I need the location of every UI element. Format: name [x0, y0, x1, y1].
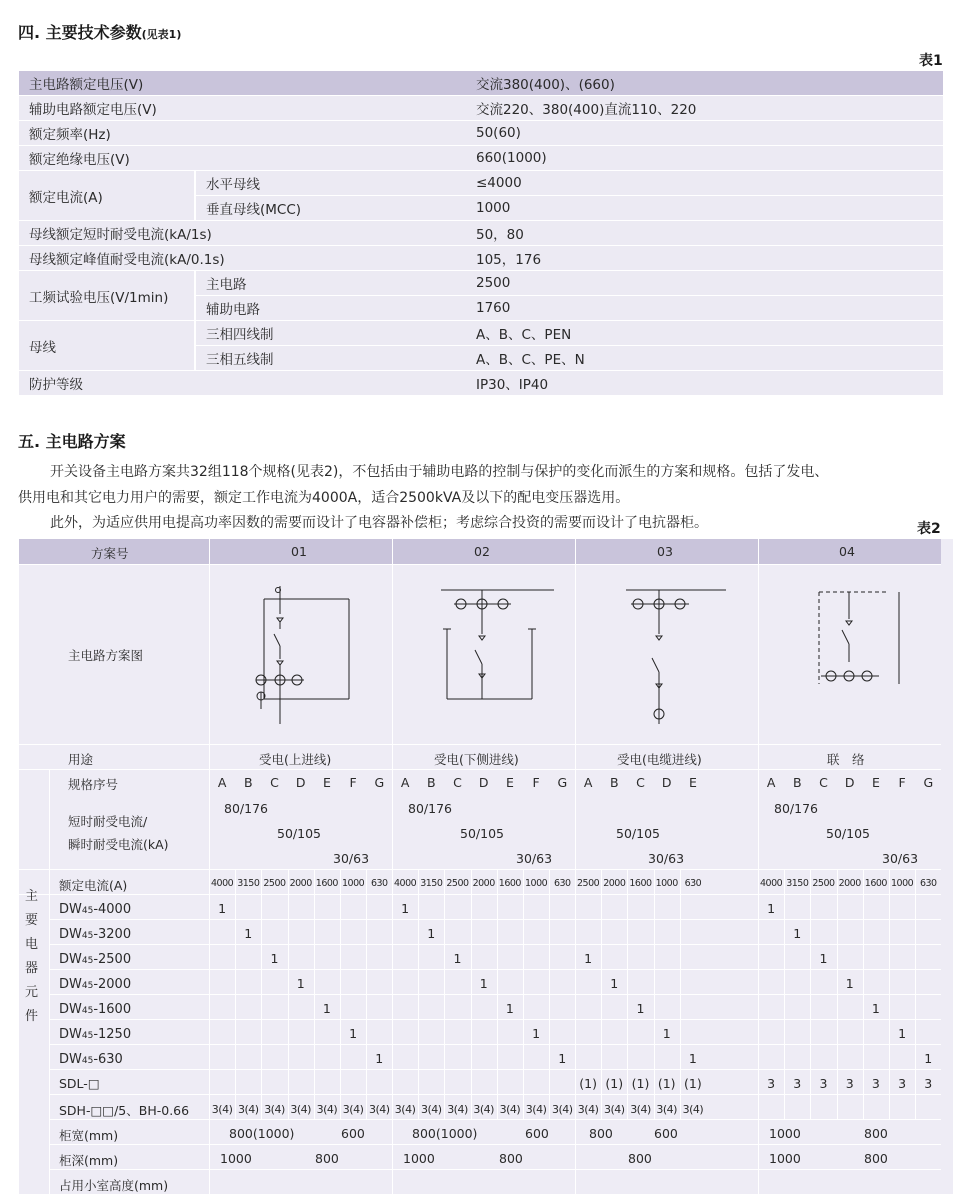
grid-line [444, 869, 445, 1119]
dw-prefix: DW [59, 977, 82, 992]
spec-letter: B [609, 775, 619, 790]
table1-row-value: 交流220、380(400)直流110、220 [466, 96, 943, 121]
table1-row-value: 50(60) [466, 121, 943, 146]
spec-letter: C [453, 775, 462, 790]
sdl-quantity: (1) [657, 1076, 676, 1091]
spec-letter: B [243, 775, 253, 790]
dw-num: 45 [81, 1006, 94, 1016]
grid-line [19, 769, 941, 770]
rated-current: 1600 [315, 878, 338, 889]
rated-current: 2000 [838, 878, 861, 889]
grid-line [418, 869, 419, 1119]
grid-line [261, 869, 262, 1119]
short-value: 30/63 [516, 851, 553, 866]
rated-current: 630 [370, 878, 388, 889]
dw-quantity: 1 [924, 1051, 933, 1066]
short-value: 30/63 [648, 851, 685, 866]
short-label-1: 短时耐受电流/ [68, 814, 148, 829]
table1-row-value: A、B、C、PEN [466, 321, 943, 346]
dw-quantity: 1 [871, 1001, 880, 1016]
dw-quantity: 1 [349, 1026, 358, 1041]
depth-value: 1000 [769, 1151, 801, 1166]
table1-row-name: 母线额定短时耐受电流(kA/1s) [19, 221, 466, 246]
sdl-quantity: (1) [684, 1076, 702, 1091]
short-value: 30/63 [882, 851, 919, 866]
table1-row-value: ≤4000 [466, 171, 943, 196]
depth-value: 1000 [220, 1151, 252, 1166]
dw-label [59, 901, 131, 917]
rated-current: 3150 [420, 878, 443, 889]
spec-letter: C [636, 775, 645, 790]
table1-row-value: 2500 [466, 271, 943, 296]
dw-quantity: 1 [610, 976, 619, 991]
sdl-quantity: 3 [924, 1076, 933, 1091]
table1-group-name: 工频试验电压(V/1min) [19, 271, 194, 321]
usage-01: 受电(上进线) [259, 752, 332, 767]
height-label: 占用小室高度(mm) [59, 1178, 169, 1193]
width-value: 600 [654, 1126, 678, 1141]
section4-title: 四. 主要技术参数(见表1) [18, 23, 182, 42]
spec-letter: F [532, 775, 540, 790]
dw-quantity: 1 [584, 951, 593, 966]
grid-line [49, 1119, 941, 1120]
section5-paragraph-3: 此外，为适应供用电提高功率因数的需要而设计了电容器补偿柜；考虑综合投资的需要而设计了电抗器柜。 [50, 515, 708, 531]
rated-current: 4000 [760, 878, 783, 889]
table1-row-value: A、B、C、PE、N [466, 346, 943, 371]
grid-line [314, 869, 315, 1119]
grid-line [209, 539, 210, 1194]
width-value: 800 [589, 1126, 613, 1141]
dw-prefix: DW [59, 1027, 82, 1042]
grid-line [49, 1019, 941, 1020]
grid-line [549, 869, 550, 1119]
width-value: 600 [341, 1126, 365, 1141]
table1-row [19, 296, 943, 321]
sdh-quantity: 3(4) [577, 1103, 599, 1116]
short-value: 50/105 [460, 826, 504, 841]
rated-current: 1600 [629, 878, 652, 889]
sdl-quantity: (1) [605, 1076, 624, 1091]
scheme-02: 02 [474, 544, 490, 559]
spec-letter: A [400, 775, 410, 790]
usage-label: 用途 [68, 752, 94, 767]
grid-line [758, 539, 759, 1194]
spec-letter: G [374, 775, 385, 790]
table1-row-value: 1760 [466, 296, 943, 321]
grid-line [392, 539, 393, 1194]
spec-letter: E [505, 775, 514, 790]
dw-quantity: 1 [505, 1001, 514, 1016]
spec-letter: E [871, 775, 880, 790]
rated-current: 2500 [812, 878, 835, 889]
scheme-03-diagram [614, 574, 754, 749]
width-value: 600 [525, 1126, 549, 1141]
grid-line [49, 969, 941, 970]
spec-letter: G [557, 775, 568, 790]
sdl-quantity: 3 [767, 1076, 776, 1091]
dw-label [59, 1051, 123, 1067]
spec-letter: A [583, 775, 593, 790]
dw-quantity: 1 [532, 1026, 541, 1041]
spec-letter: D [844, 775, 855, 790]
scheme-02-diagram [429, 574, 569, 749]
spec-letter: C [819, 775, 828, 790]
grid-line [49, 1144, 941, 1145]
dw-prefix: DW [59, 1052, 82, 1067]
sdh-quantity: 3(4) [656, 1103, 677, 1116]
scheme-04: 04 [839, 544, 855, 559]
table1-row [19, 146, 943, 171]
grid-line [288, 869, 289, 1119]
depth-label: 柜深(mm) [59, 1153, 119, 1168]
dw-quantity: 1 [296, 976, 305, 991]
short-value: 30/63 [333, 851, 370, 866]
dw-quantity: 1 [819, 951, 828, 966]
grid-line [523, 869, 524, 1119]
table1-sub-name: 主电路 [194, 271, 466, 296]
side-char: 要 [25, 913, 39, 928]
dw-quantity: 1 [322, 1001, 331, 1016]
sdh-quantity: 3(4) [420, 1103, 442, 1116]
dw-quantity: 1 [453, 951, 462, 966]
grid-line [235, 869, 236, 1119]
dw-num: 45 [81, 956, 94, 966]
depth-value: 1000 [403, 1151, 435, 1166]
spec-letter: B [792, 775, 802, 790]
table2 [19, 539, 953, 1194]
sdl-quantity: 3 [819, 1076, 828, 1091]
rated-current: 4000 [394, 878, 417, 889]
sdh-quantity: 3(4) [603, 1103, 625, 1116]
dw-suffix: -630 [93, 1052, 123, 1067]
rated-current: 1000 [891, 878, 914, 889]
dw-quantity: 1 [636, 1001, 645, 1016]
rated-current: 3150 [237, 878, 260, 889]
rated-current: 1000 [655, 878, 678, 889]
sdh-quantity: 3(4) [525, 1103, 547, 1116]
spec-letter: C [270, 775, 279, 790]
dw-quantity: 1 [845, 976, 854, 991]
sdh-quantity: 3(4) [237, 1103, 259, 1116]
table1-row-name: 辅助电路额定电压(V) [19, 96, 466, 121]
sdh-quantity: 3(4) [368, 1103, 390, 1116]
rated-current: 1600 [498, 878, 521, 889]
sdl-label: SDL-□ [59, 1076, 100, 1091]
sdh-quantity: 3(4) [499, 1103, 521, 1116]
dw-suffix: -1250 [93, 1027, 132, 1042]
spec-letter: A [766, 775, 776, 790]
rated-current: 2500 [577, 878, 600, 889]
sdh-quantity: 3(4) [264, 1103, 285, 1116]
grid-line [49, 1169, 941, 1170]
table1-sub-name: 垂直母线(MCC) [194, 196, 466, 221]
sdh-quantity: 3(4) [551, 1103, 573, 1116]
scheme-04-diagram [799, 574, 939, 749]
dw-num: 45 [81, 1056, 94, 1066]
spec-letter: F [349, 775, 357, 790]
dw-suffix: -2000 [93, 977, 132, 992]
spec-letter: B [426, 775, 436, 790]
table1-row [19, 196, 943, 221]
table1-row [19, 96, 943, 121]
sdh-label: SDH-□□/5、BH-0.66 [59, 1103, 190, 1118]
grid-line [575, 539, 576, 1194]
side-char: 电 [25, 937, 39, 952]
grid-line [49, 994, 941, 995]
table1-sub-name: 三相五线制 [194, 346, 466, 371]
rated-current: 2500 [446, 878, 469, 889]
width-value: 800(1000) [229, 1126, 295, 1141]
short-value: 50/105 [826, 826, 870, 841]
spec-letter: E [322, 775, 331, 790]
grid-line [19, 564, 941, 565]
dw-num: 45 [81, 931, 94, 941]
table1-row-value: 50，80 [466, 221, 943, 246]
short-value: 50/105 [616, 826, 660, 841]
dw-num: 45 [81, 981, 94, 991]
rated-current: 1000 [525, 878, 548, 889]
dw-quantity: 1 [558, 1051, 567, 1066]
spec-letter: E [688, 775, 697, 790]
sdl-quantity: 3 [845, 1076, 854, 1091]
rated-current: 1000 [342, 878, 365, 889]
width-value: 800 [864, 1126, 888, 1141]
table1-group-name: 额定电流(A) [19, 171, 194, 221]
dw-label [59, 976, 131, 992]
rated-current: 630 [684, 878, 702, 889]
scheme-no-label: 方案号 [91, 546, 129, 561]
table2-label: 表2 [917, 521, 941, 537]
grid-line [366, 869, 367, 1119]
rated-current: 630 [919, 878, 937, 889]
table1-group-name: 母线 [19, 321, 194, 371]
dw-suffix: -4000 [93, 902, 132, 917]
spec-label: 规格序号 [68, 777, 119, 792]
section5-paragraph-2: 供用电和其它电力用户的需要，额定工作电流为4000A，适合2500kVA及以下的配电变压器选用。 [18, 490, 630, 506]
sdh-quantity: 3(4) [342, 1103, 364, 1116]
dw-prefix: DW [59, 952, 82, 967]
side-char: 件 [25, 1009, 39, 1024]
sdl-quantity: (1) [631, 1076, 650, 1091]
grid-line [497, 869, 498, 1119]
dw-quantity: 1 [218, 901, 227, 916]
diagram-label: 主电路方案图 [68, 648, 144, 663]
sdh-quantity: 3(4) [630, 1103, 651, 1116]
table1-row-value: 1000 [466, 196, 943, 221]
table1-row [19, 346, 943, 371]
dw-label [59, 1001, 131, 1017]
dw-quantity: 1 [688, 1051, 697, 1066]
dw-quantity: 1 [244, 926, 253, 941]
dw-quantity: 1 [427, 926, 436, 941]
dw-quantity: 1 [270, 951, 279, 966]
grid-line [49, 769, 50, 1194]
rated-current: 2500 [263, 878, 286, 889]
dw-prefix: DW [59, 1002, 82, 1017]
sdh-quantity: 3(4) [211, 1103, 233, 1116]
short-value: 80/176 [224, 801, 268, 816]
table1-row-value: 660(1000) [466, 146, 943, 171]
rated-label: 额定电流(A) [59, 878, 128, 893]
table1-sub-name: 辅助电路 [194, 296, 466, 321]
depth-value: 800 [628, 1151, 652, 1166]
grid-line [340, 869, 341, 1119]
rated-current: 2000 [603, 878, 626, 889]
dw-label [59, 1026, 131, 1042]
dw-label [59, 951, 131, 967]
dw-prefix: DW [59, 927, 82, 942]
grid-line [49, 1094, 941, 1095]
width-label: 柜宽(mm) [59, 1128, 119, 1143]
spec-letter: D [295, 775, 306, 790]
table1-label: 表1 [919, 53, 943, 69]
table1-row [19, 121, 943, 146]
section5-paragraph-1: 开关设备主电路方案共32组118个规格(见表2)，不包括由于辅助电路的控制与保护的变化而派生的方案和规格。包括了发电、 [50, 464, 829, 480]
rated-current: 1600 [864, 878, 887, 889]
section4-note: (见表1) [141, 28, 182, 41]
table1-row-name: 额定绝缘电压(V) [19, 146, 466, 171]
grid-line [49, 1044, 941, 1045]
dw-quantity: 1 [401, 901, 410, 916]
rated-current: 4000 [211, 878, 234, 889]
sdh-quantity: 3(4) [290, 1103, 311, 1116]
scheme-01-diagram [244, 574, 384, 749]
usage-02: 受电(下侧进线) [434, 752, 519, 767]
dw-quantity: 1 [479, 976, 488, 991]
dw-quantity: 1 [793, 926, 802, 941]
dw-num: 45 [81, 1031, 94, 1041]
dw-quantity: 1 [662, 1026, 671, 1041]
short-label-2: 瞬时耐受电流(kA) [68, 837, 169, 852]
depth-value: 800 [499, 1151, 523, 1166]
sdh-quantity: 3(4) [473, 1103, 494, 1116]
dw-num: 45 [81, 906, 94, 916]
table1-row-name: 母线额定峰值耐受电流(kA/0.1s) [19, 246, 466, 271]
spec-letter: G [923, 775, 934, 790]
rated-current: 2000 [472, 878, 495, 889]
table1-row [19, 246, 943, 271]
dw-suffix: -3200 [93, 927, 132, 942]
dw-quantity: 1 [898, 1026, 907, 1041]
table1-row-name: 防护等级 [19, 371, 466, 396]
side-char: 器 [25, 961, 39, 976]
depth-value: 800 [315, 1151, 339, 1166]
spec-letter: D [661, 775, 672, 790]
table1-row-value: 105，176 [466, 246, 943, 271]
sdl-quantity: 3 [793, 1076, 802, 1091]
section5-title: 五. 主电路方案 [18, 432, 126, 451]
table1-sub-name: 水平母线 [194, 171, 466, 196]
short-value: 80/176 [408, 801, 452, 816]
sdh-quantity: 3(4) [682, 1103, 704, 1116]
dw-prefix: DW [59, 902, 82, 917]
rated-current: 2000 [289, 878, 312, 889]
rated-current: 630 [553, 878, 571, 889]
sdl-quantity: (1) [579, 1076, 597, 1091]
table1-header-name: 主电路额定电压(V) [19, 71, 466, 96]
dw-suffix: -2500 [93, 952, 132, 967]
usage-03: 受电(电缆进线) [617, 752, 702, 767]
width-value: 800(1000) [412, 1126, 478, 1141]
sdh-quantity: 3(4) [316, 1103, 338, 1116]
sdl-quantity: 3 [871, 1076, 880, 1091]
usage-04: 联 络 [827, 752, 865, 767]
grid-line [19, 869, 941, 870]
table1-header [19, 71, 943, 96]
grid-line [471, 869, 472, 1119]
scheme-03: 03 [657, 544, 673, 559]
table1-row [19, 271, 943, 296]
side-char: 元 [25, 985, 39, 1000]
short-value: 80/176 [774, 801, 818, 816]
depth-value: 800 [864, 1151, 888, 1166]
short-value: 50/105 [277, 826, 321, 841]
dw-quantity: 1 [375, 1051, 384, 1066]
dw-label [59, 926, 131, 942]
spec-letter: A [217, 775, 227, 790]
grid-line [19, 894, 941, 895]
table1-row-name: 额定频率(Hz) [19, 121, 466, 146]
sdl-quantity: 3 [898, 1076, 907, 1091]
table1-header-value: 交流380(400)、(660) [466, 71, 943, 96]
spec-letter: F [898, 775, 906, 790]
table1-row [19, 321, 943, 346]
table1-row [19, 371, 943, 396]
sdh-quantity: 3(4) [447, 1103, 468, 1116]
rated-current: 3150 [786, 878, 809, 889]
scheme-01: 01 [291, 544, 307, 559]
table1-row-value: IP30、IP40 [466, 371, 943, 396]
table1-row [19, 221, 943, 246]
grid-line [49, 1069, 941, 1070]
dw-suffix: -1600 [93, 1002, 132, 1017]
side-char: 主 [25, 889, 39, 904]
width-value: 1000 [769, 1126, 801, 1141]
dw-quantity: 1 [767, 901, 776, 916]
spec-letter: D [478, 775, 489, 790]
grid-line [49, 944, 941, 945]
grid-line [49, 919, 941, 920]
table1-sub-name: 三相四线制 [194, 321, 466, 346]
sdh-quantity: 3(4) [394, 1103, 416, 1116]
table1-row [19, 171, 943, 196]
